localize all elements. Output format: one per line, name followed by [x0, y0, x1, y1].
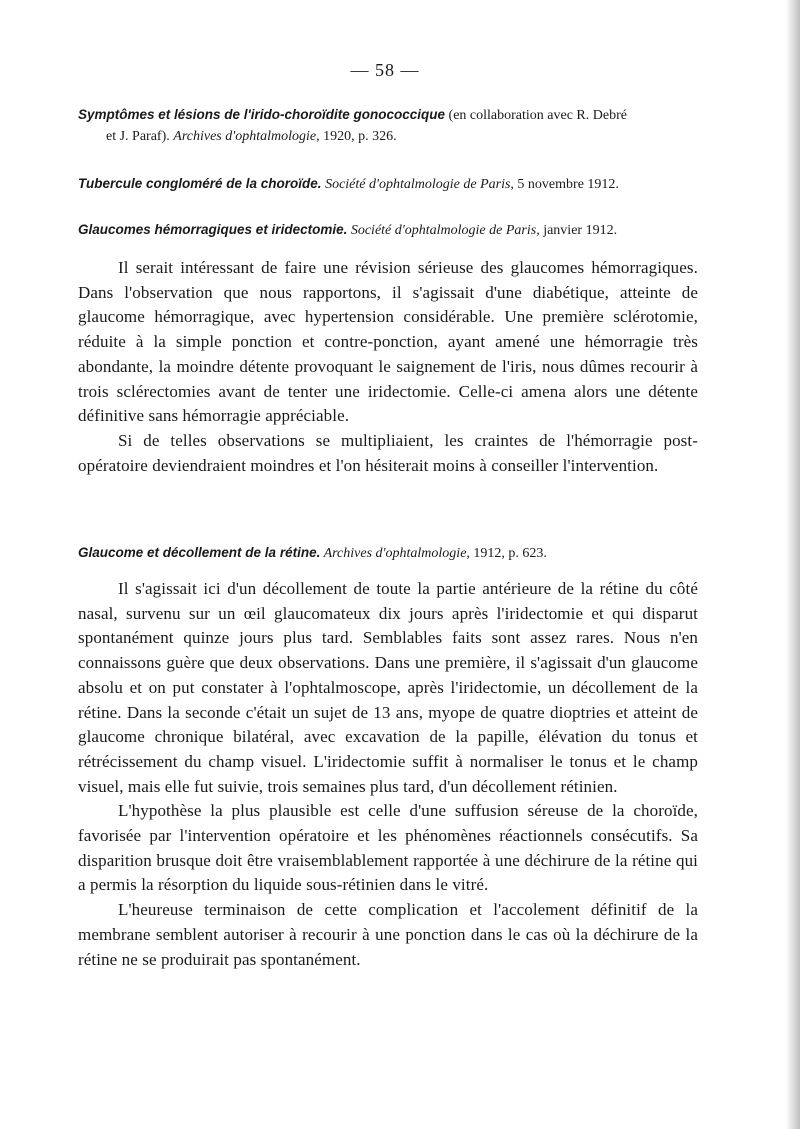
entry-detail: janvier 1912.	[539, 223, 618, 238]
paragraph: L'hypothèse la plus plausible est celle d'une suffusion séreuse de la choroïde, favorisée par l'intervention opératoire et les phénomènes réactionnels consécutifs. Sa disparition brusque doit être vraisemblablement rapportée à une déchirure de la rétine qui a permis la résorption du liquide sous-rétinien dans le vitré.	[78, 801, 698, 895]
entry-source: Société d'ophtalmologie de Paris,	[347, 223, 540, 238]
entry-detail: 1912, p. 623.	[469, 546, 547, 561]
entry-detail: 5 novembre 1912.	[513, 177, 619, 192]
entry-title: Symptômes et lésions de l'irido-choroïdite gonococcique	[78, 107, 446, 122]
paragraph: Il s'agissait ici d'un décollement de toute la partie antérieure de la rétine du côté nasal, survenu sur un œil glaucomateux dix jours après l'iridectomie et qui disparut spontanément quinze jours plus tard. Semblables faits sont assez rares. Nous n'en connaissons guère que deux observations. Dans une première, il s'agissait d'un glaucome absolu et on put constater à l'ophtalmoscope, après l'iridectomie, un décollement de la rétine. Dans la seconde c'était un sujet de 13 ans, myope de quatre dioptries et atteint de glaucome chronique bilatéral, avec excavation de la papille, élévation du tonus et rétrécissement du champ visuel. L'iridectomie suffit à normaliser le tonus et le champ visuel, mais elle fut suivie, trois semaines plus tard, d'un décollement rétinien.	[78, 579, 698, 796]
bibliography-entry-2	[78, 173, 718, 195]
page-edge-shadow	[786, 0, 800, 1129]
bibliography-entry-1	[78, 104, 718, 147]
entry-source: Archives d'ophtalmologie,	[173, 129, 320, 144]
bibliography-entry-4	[78, 542, 718, 564]
paragraph: Il serait intéressant de faire une révision sérieuse des glaucomes hémorragiques. Dans l'observation que nous rapportons, il s'agissait d'une diabétique, atteinte de glaucome hémorragique, avec hypertension considérable. Une première sclérotomie, réduite à la simple ponction et contre-ponction, ayant amené une hémorragie très abondante, la moindre détente provoquant le saignement de l'iris, nous dûmes recourir à trois sclérectomies avant de tenter une iridectomie. Celle-ci amena alors une détente définitive sans hémorragie appréciable.	[78, 258, 698, 426]
bibliography-entry-3	[78, 219, 718, 241]
entry-title: Glaucomes hémorragiques et iridectomie.	[78, 222, 348, 237]
entry-source: Société d'ophtalmologie de Paris,	[321, 177, 514, 192]
paragraph: L'heureuse terminaison de cette complication et l'accolement définitif de la membrane semblent autoriser à recourir à une ponction dans le cas où la déchirure de la rétine ne se produirait pas spontanément.	[78, 900, 698, 969]
page-number: — 58 —	[350, 60, 420, 80]
entry-detail: 1920, p. 326.	[319, 129, 397, 144]
entry-title: Tubercule congloméré de la choroïde.	[78, 176, 322, 191]
entry-title: Glaucome et décollement de la rétine.	[78, 545, 321, 560]
section-2-body	[78, 577, 698, 972]
entry-collaboration: (en collaboration avec R. Debré	[445, 108, 627, 123]
paragraph: Si de telles observations se multipliaient, les craintes de l'hémorragie post-opératoire deviendraient moindres et l'on hésiterait moins à conseiller l'intervention.	[78, 430, 698, 475]
entry-coauthors: et J. Paraf).	[106, 129, 174, 144]
entry-source: Archives d'ophtalmologie,	[320, 546, 470, 561]
section-1-body	[78, 256, 698, 478]
